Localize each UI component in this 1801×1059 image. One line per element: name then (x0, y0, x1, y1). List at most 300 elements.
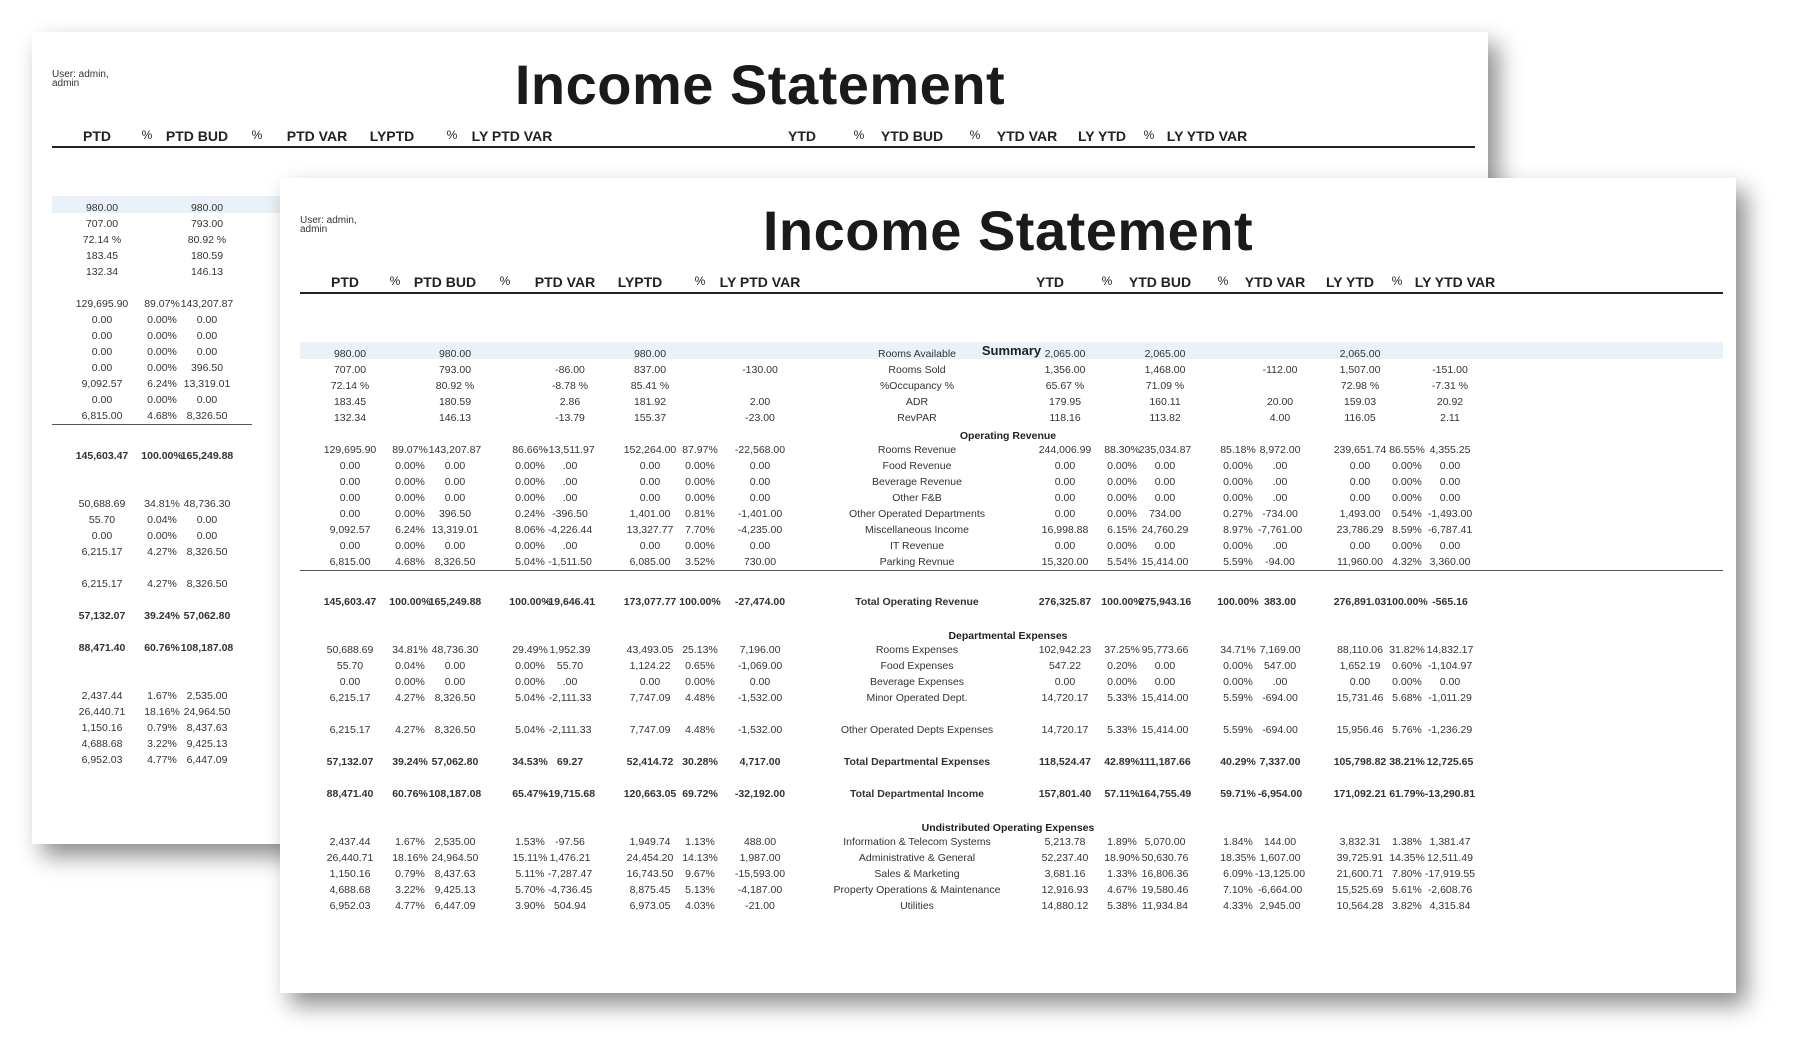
table-cell: 0.04% (395, 660, 425, 672)
table-cell: 8,437.63 (434, 868, 476, 880)
table-cell: -1,069.00 (737, 660, 783, 672)
table-cell: 0.00% (1107, 460, 1137, 472)
table-cell: 39.24% (392, 756, 428, 768)
table-row (32, 578, 292, 594)
table-cell: 87.97% (682, 444, 718, 456)
table-cell: 504.94 (553, 900, 587, 912)
column-header: LYPTD (617, 274, 663, 290)
report-page-front (280, 178, 1736, 993)
table-cell: 14,720.17 (1041, 692, 1089, 704)
table-cell: -1,236.29 (1427, 724, 1473, 736)
column-header: YTD VAR (996, 128, 1058, 144)
table-cell: 4,355.25 (1429, 444, 1471, 456)
table-cell: 0.24% (515, 508, 545, 520)
table-cell: -97.56 (555, 836, 585, 848)
table-row (280, 492, 1736, 508)
table-cell: 6,085.00 (629, 556, 671, 568)
header-rule (300, 292, 1723, 294)
table-row (32, 498, 292, 514)
table-cell: 0.00 (91, 314, 113, 326)
table-cell: 88.30% (1104, 444, 1140, 456)
table-cell: 52,237.40 (1041, 852, 1089, 864)
table-cell: 3.52% (685, 556, 715, 568)
table-cell: 3.82% (1392, 900, 1422, 912)
table-cell: 0.00 (1054, 508, 1076, 520)
table-cell: 0.00% (515, 540, 545, 552)
table-cell: -6,664.00 (1257, 884, 1303, 896)
table-cell: 24,964.50 (431, 852, 479, 864)
table-cell: .00 (1272, 476, 1288, 488)
table-row (32, 298, 292, 314)
table-cell: 173,077.77 (623, 596, 677, 608)
table-cell: 2.11 (1440, 412, 1460, 424)
column-header: % (499, 274, 511, 288)
report-title: Income Statement (762, 199, 1254, 262)
table-row (32, 706, 292, 722)
table-cell: -23.00 (745, 412, 775, 424)
table-cell: 0.00 (339, 476, 361, 488)
table-cell: 5.11% (515, 868, 545, 880)
table-cell: 8,326.50 (434, 724, 476, 736)
table-cell: 100.00% (1217, 596, 1259, 608)
table-row (280, 788, 1736, 804)
table-row (32, 754, 292, 770)
table-cell: 8,326.50 (186, 546, 228, 558)
column-header: LYPTD (369, 128, 415, 144)
table-cell: 48,736.30 (183, 498, 231, 510)
table-cell: 14.35% (1389, 852, 1425, 864)
table-row (32, 642, 292, 658)
table-cell: .00 (1272, 540, 1288, 552)
table-cell: -1,104.97 (1427, 660, 1473, 672)
table-cell: 1,381.47 (1429, 836, 1471, 848)
table-cell: 2.00 (749, 396, 771, 408)
table-cell: 60.76% (392, 788, 428, 800)
table-cell: 118.16 (1049, 412, 1081, 424)
table-cell: 1,356.00 (1044, 364, 1086, 376)
table-cell: 6,815.00 (329, 556, 371, 568)
table-cell: 9,092.57 (81, 378, 123, 390)
table-cell: 31.82% (1389, 644, 1425, 656)
table-cell: 57,062.80 (183, 610, 231, 622)
table-cell: 88,110.06 (1337, 644, 1383, 656)
table-cell: 0.00% (1223, 540, 1253, 552)
table-cell: 52,414.72 (626, 756, 674, 768)
table-cell: 980.00 (633, 348, 667, 360)
table-cell: 118,524.47 (1039, 756, 1091, 768)
row-label: Sales & Marketing (874, 868, 960, 880)
column-header: PTD (331, 274, 359, 290)
table-cell: 5.33% (1107, 724, 1137, 736)
table-cell: 34.71% (1220, 644, 1256, 656)
report-title: Income Statement (514, 53, 1006, 116)
table-cell: 12,511.49 (1427, 852, 1473, 864)
table-cell: 14,832.17 (1426, 644, 1474, 656)
table-cell: 4.77% (395, 900, 425, 912)
table-cell: 65.47% (512, 788, 548, 800)
table-row (32, 234, 292, 250)
table-cell: 6,215.17 (81, 546, 123, 558)
table-cell: 15,320.00 (1041, 556, 1089, 568)
table-cell: 7.80% (1392, 868, 1422, 880)
table-row (32, 202, 292, 218)
table-cell: 0.00 (1154, 476, 1176, 488)
table-row (32, 266, 292, 282)
table-cell: 6,215.17 (329, 692, 371, 704)
row-label: Total Departmental Expenses (843, 756, 991, 768)
table-cell: -13.79 (555, 412, 585, 424)
table-cell: 7.10% (1223, 884, 1253, 896)
table-cell: 1,468.00 (1144, 364, 1186, 376)
table-cell: 20.92 (1436, 396, 1464, 408)
row-label: Minor Operated Dept. (866, 692, 968, 704)
table-cell: -13,511.97 (545, 444, 595, 456)
table-cell: 179.95 (1048, 396, 1082, 408)
table-cell: 730.00 (743, 556, 777, 568)
table-cell: 0.00% (395, 508, 425, 520)
user-info: User: admin, admin (300, 215, 357, 235)
table-cell: 2,535.00 (434, 836, 476, 848)
table-cell: -7.31 % (1431, 380, 1469, 392)
table-cell: 120,663.05 (623, 788, 677, 800)
table-cell: 2,945.00 (1259, 900, 1301, 912)
table-cell: 30.28% (682, 756, 718, 768)
table-cell: .00 (562, 540, 578, 552)
table-cell: 8.06% (515, 524, 545, 536)
table-cell: 57.11% (1104, 788, 1140, 800)
table-cell: 1.67% (147, 690, 177, 702)
table-cell: 6,215.17 (329, 724, 371, 736)
table-cell: 159.03 (1343, 396, 1377, 408)
table-cell: 145,603.47 (75, 450, 129, 462)
row-label: Food Expenses (880, 660, 954, 672)
table-cell: 0.20% (1107, 660, 1137, 672)
table-cell: 61.79% (1389, 788, 1425, 800)
table-cell: -1,011.29 (1428, 692, 1472, 704)
table-cell: -7,287.47 (547, 868, 593, 880)
table-cell: 0.00 (749, 460, 771, 472)
table-cell: 3,681.16 (1044, 868, 1086, 880)
row-label: Other Operated Departments (849, 508, 985, 520)
table-cell: 4.33% (1223, 900, 1253, 912)
table-cell: -2,111.33 (548, 724, 592, 736)
row-label: IT Revenue (889, 540, 945, 552)
table-cell: 2,065.00 (1339, 348, 1381, 360)
table-cell: 8,437.63 (186, 722, 228, 734)
table-cell: 57,132.07 (326, 756, 374, 768)
row-label: Total Operating Revenue (855, 596, 979, 608)
column-header: YTD BUD (880, 128, 944, 144)
table-cell: 72.14 % (82, 234, 122, 246)
table-cell: 1.53% (515, 836, 545, 848)
table-cell: 0.00 (1349, 492, 1371, 504)
table-cell: 0.00 (639, 460, 661, 472)
table-cell: 18.90% (1104, 852, 1140, 864)
table-cell: 0.00 (1349, 540, 1371, 552)
table-cell: 0.00% (147, 330, 177, 342)
summary-heading: Summary (981, 343, 1042, 358)
table-cell: 146.13 (190, 266, 224, 278)
table-cell: 239,651.74 (1333, 444, 1387, 456)
table-cell: -151.00 (1432, 364, 1468, 376)
row-label: Total Departmental Income (850, 788, 984, 800)
table-cell: 183.45 (333, 396, 367, 408)
table-row (280, 540, 1736, 556)
table-cell: 0.00 (1439, 676, 1461, 688)
table-cell: 4.27% (395, 692, 425, 704)
column-header: % (1143, 128, 1155, 142)
table-cell: -6,787.41 (1427, 524, 1473, 536)
table-cell: 8.59% (1392, 524, 1422, 536)
table-cell: 0.00 (1154, 460, 1176, 472)
table-cell: -112.00 (1262, 364, 1298, 376)
row-label: Parking Revnue (879, 556, 955, 568)
table-cell: 6.15% (1107, 524, 1137, 536)
table-cell: 57,132.07 (78, 610, 126, 622)
table-cell: 9.67% (685, 868, 715, 880)
table-cell: -130.00 (742, 364, 778, 376)
table-cell: 235,034.87 (1138, 444, 1192, 456)
table-cell: 244,006.99 (1038, 444, 1092, 456)
table-cell: -4,736.45 (547, 884, 593, 896)
table-cell: 16,998.88 (1041, 524, 1089, 536)
table-cell: 144.00 (1263, 836, 1297, 848)
row-label: Rooms Revenue (877, 444, 957, 456)
table-cell: 0.00 (444, 540, 466, 552)
table-cell: 0.00 (749, 492, 771, 504)
table-cell: -13,125.00 (1254, 868, 1306, 880)
table-cell: 72.98 % (1340, 380, 1380, 392)
table-cell: 26,440.71 (78, 706, 126, 718)
table-cell: -22,568.00 (734, 444, 786, 456)
table-cell: 0.00% (515, 660, 545, 672)
table-cell: 0.00 (1054, 476, 1076, 488)
table-cell: 0.00% (395, 476, 425, 488)
row-label: Miscellaneous Income (865, 524, 969, 536)
table-cell: -19,715.68 (544, 788, 596, 800)
table-cell: 86.66% (512, 444, 548, 456)
table-cell: 6,447.09 (186, 754, 228, 766)
table-cell: 100.00% (141, 450, 183, 462)
table-cell: 4,315.84 (1429, 900, 1471, 912)
table-cell: 11,960.00 (1337, 556, 1383, 568)
table-row (280, 596, 1736, 612)
table-cell: 34.53% (512, 756, 548, 768)
table-row (280, 524, 1736, 540)
table-cell: 4.68% (147, 410, 177, 422)
table-cell: 0.00% (1392, 492, 1422, 504)
table-cell: 0.00 (339, 492, 361, 504)
table-cell: 707.00 (85, 218, 119, 230)
table-cell: 38.21% (1389, 756, 1425, 768)
table-cell: .00 (562, 460, 578, 472)
table-cell: 1,150.16 (81, 722, 123, 734)
header-rule (52, 146, 1475, 148)
table-cell: 3,832.31 (1339, 836, 1381, 848)
table-cell: 0.00 (339, 540, 361, 552)
table-row (280, 460, 1736, 476)
table-cell: 5.04% (515, 692, 545, 704)
table-cell: 0.00 (1439, 492, 1461, 504)
table-cell: 0.00% (1392, 460, 1422, 472)
table-cell: 0.00% (515, 476, 545, 488)
table-cell: -17,919.55 (1424, 868, 1476, 880)
table-cell: 0.00 (1349, 476, 1371, 488)
table-row (32, 514, 292, 530)
table-cell: 2,065.00 (1144, 348, 1186, 360)
table-cell: 0.00 (339, 460, 361, 472)
table-cell: 24,760.29 (1141, 524, 1189, 536)
table-cell: -94.00 (1265, 556, 1295, 568)
table-cell: 980.00 (438, 348, 472, 360)
table-cell: 111,187.66 (1139, 756, 1191, 768)
table-cell: 108,187.08 (428, 788, 482, 800)
table-cell: 71.09 % (1145, 380, 1185, 392)
table-cell: 40.29% (1220, 756, 1256, 768)
table-row (32, 362, 292, 378)
table-row (32, 410, 292, 426)
table-cell: 0.00 (91, 394, 113, 406)
table-row (280, 900, 1736, 916)
row-label: %Occupancy % (879, 380, 955, 392)
table-cell: -7,761.00 (1257, 524, 1303, 536)
table-cell: 0.00 (196, 346, 218, 358)
table-cell: 0.00 (1054, 540, 1076, 552)
table-cell: 5,213.78 (1044, 836, 1086, 848)
table-cell: 180.59 (438, 396, 472, 408)
column-header: % (1391, 274, 1403, 288)
section-heading: Departmental Expenses (948, 630, 1068, 642)
table-cell: 7,169.00 (1259, 644, 1301, 656)
table-row (280, 444, 1736, 460)
table-cell: 15,414.00 (1141, 556, 1189, 568)
table-cell: 0.00% (515, 492, 545, 504)
table-row (32, 330, 292, 346)
column-header: PTD BUD (413, 274, 477, 290)
table-cell: 89.07% (144, 298, 180, 310)
table-cell: 0.00 (639, 476, 661, 488)
table-cell: 4.00 (1269, 412, 1291, 424)
table-cell: 0.00% (147, 346, 177, 358)
table-cell: 14,880.12 (1041, 900, 1089, 912)
table-cell: 7,747.09 (629, 724, 671, 736)
column-header: % (1217, 274, 1229, 288)
table-cell: 5.33% (1107, 692, 1137, 704)
table-row (32, 610, 292, 626)
table-cell: 7,747.09 (629, 692, 671, 704)
table-cell: 0.00 (1349, 460, 1371, 472)
table-cell: 88,471.40 (78, 642, 126, 654)
table-cell: 1.67% (395, 836, 425, 848)
table-cell: 10,564.28 (1336, 900, 1384, 912)
table-cell: 152,264.00 (623, 444, 677, 456)
table-cell: 69.72% (682, 788, 718, 800)
column-header: % (969, 128, 981, 142)
table-row (32, 530, 292, 546)
table-cell: -6,954.00 (1257, 788, 1303, 800)
table-cell: 157,801.40 (1038, 788, 1092, 800)
row-label: Rooms Expenses (875, 644, 959, 656)
table-row (32, 346, 292, 362)
table-cell: 0.00% (1392, 676, 1422, 688)
table-cell: 0.00% (1223, 660, 1253, 672)
table-cell: .00 (562, 476, 578, 488)
table-cell: 24,454.20 (626, 852, 674, 864)
table-cell: 5.70% (515, 884, 545, 896)
table-cell: 0.00% (685, 540, 715, 552)
table-cell: 7,337.00 (1259, 756, 1301, 768)
table-cell: 0.00% (1392, 476, 1422, 488)
row-label: ADR (905, 396, 929, 408)
table-cell: 15,525.69 (1336, 884, 1384, 896)
table-cell: 1,150.16 (329, 868, 371, 880)
table-cell: 65.67 % (1045, 380, 1085, 392)
table-cell: 0.00 (1054, 676, 1076, 688)
table-cell: 0.00 (1439, 460, 1461, 472)
table-cell: 3,360.00 (1429, 556, 1471, 568)
table-cell: 4.27% (395, 724, 425, 736)
table-cell: 164,755.49 (1138, 788, 1192, 800)
table-cell: 0.00 (196, 394, 218, 406)
table-cell: 55.70 (556, 660, 584, 672)
table-cell: 100.00% (389, 596, 431, 608)
table-cell: -27,474.00 (734, 596, 786, 608)
table-cell: 59.71% (1220, 788, 1256, 800)
table-cell: 18.16% (144, 706, 180, 718)
table-cell: 5.59% (1223, 692, 1253, 704)
table-cell: 113.82 (1149, 412, 1181, 424)
table-row (280, 412, 1736, 428)
table-cell: 5.68% (1392, 692, 1422, 704)
table-cell: 0.00 (444, 476, 466, 488)
table-cell: 26,440.71 (326, 852, 374, 864)
table-cell: 6.24% (147, 378, 177, 390)
table-cell: 165,249.88 (428, 596, 482, 608)
table-cell: 4.27% (147, 578, 177, 590)
table-cell: 0.00% (1107, 676, 1137, 688)
table-cell: 18.16% (392, 852, 428, 864)
table-cell: 1,401.00 (629, 508, 671, 520)
table-row (280, 692, 1736, 708)
table-cell: 0.00 (1154, 540, 1176, 552)
table-cell: -694.00 (1262, 692, 1298, 704)
table-cell: 0.65% (685, 660, 715, 672)
table-cell: 396.50 (438, 508, 472, 520)
table-cell: -1,532.00 (737, 724, 783, 736)
table-cell: 13,319.01 (183, 378, 231, 390)
table-cell: 0.00% (1223, 676, 1253, 688)
table-cell: 29.49% (512, 644, 548, 656)
section-heading: Operating Revenue (959, 430, 1057, 442)
table-cell: 16,743.50 (626, 868, 674, 880)
table-cell: 3.22% (147, 738, 177, 750)
table-cell: 80.92 % (435, 380, 475, 392)
table-cell: -565.16 (1432, 596, 1468, 608)
table-cell: 275,943.16 (1138, 596, 1192, 608)
table-cell: -734.00 (1262, 508, 1298, 520)
table-cell: 171,092.21 (1333, 788, 1387, 800)
table-cell: -86.00 (555, 364, 585, 376)
table-cell: 129,695.90 (75, 298, 129, 310)
table-cell: 15,414.00 (1141, 724, 1189, 736)
table-cell: 0.00 (444, 660, 466, 672)
table-cell: .00 (562, 676, 578, 688)
table-cell: 4.27% (147, 546, 177, 558)
table-cell: 0.00% (147, 362, 177, 374)
table-cell: 0.04% (147, 514, 177, 526)
table-cell: 8,326.50 (434, 556, 476, 568)
column-header: LY PTD VAR (719, 274, 801, 290)
